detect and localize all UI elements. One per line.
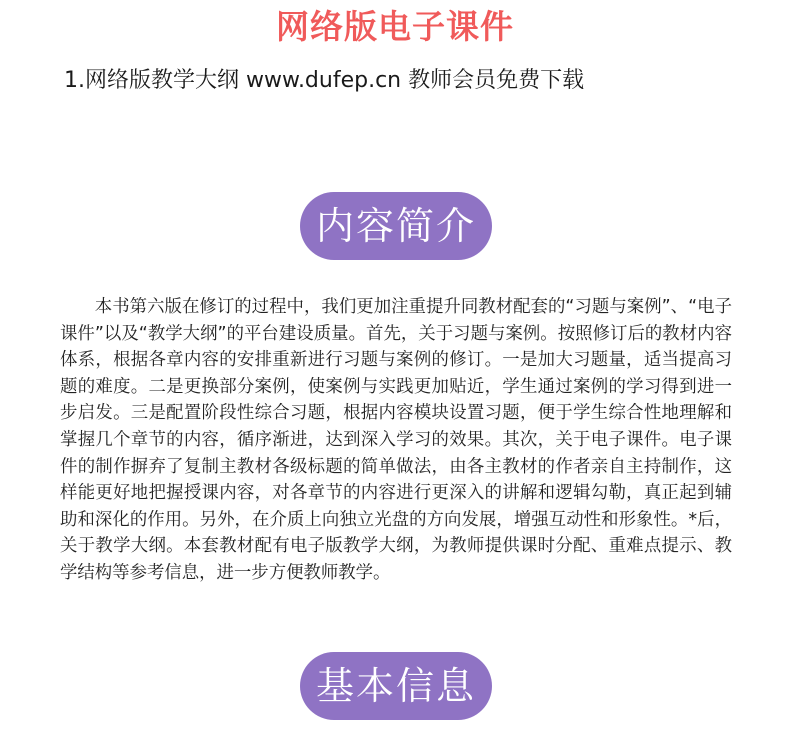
intro-paragraph: 本书第六版在修订的过程中，我们更加注重提升同教材配套的“习题与案例”、“电子课件”以及“教学大纲”的平台建设质量。首先，关于习题与案例。按照修订后的教材内容体系，根据各章内容的安排重新进行习题与案例的修订。一是加大习题量，适当提高习题的难度。二是更换部分案例，使案例与实践更加贴近，学生通过案例的学习得到进一步启发。三是配置阶段性综合习题，根据内容模块设置习题，便于学生综合性地理解和掌握几个章节的内容，循序渐进，达到深入学习的效果。其次，关于电子课件。电子课件的制作摒弃了复制主教材各级标题的简单做法，由各主教材的作者亲自主持制作，这样能更好地把握授课内容，对各章节的内容进行更深入的讲解和逻辑勾勒，真正起到辅助和深化的作用。另外，在介质上向独立光盘的方向发展，增强互动性和形象性。*后，关于教学大纲。本套教材配有电子版教学大纲，为教师提供课时分配、重难点提示、教学结构等参考信息，进一步方便教师教学。 [60,297,732,583]
courseware-download-line: 1.网络版教学大纲 www.dufep.cn 教师会员免费下载 [64,68,585,93]
section-heading-intro: 内容简介 [300,192,492,260]
section-heading-basic-info: 基本信息 [300,652,492,720]
page-title: 网络版电子课件 [276,7,514,46]
